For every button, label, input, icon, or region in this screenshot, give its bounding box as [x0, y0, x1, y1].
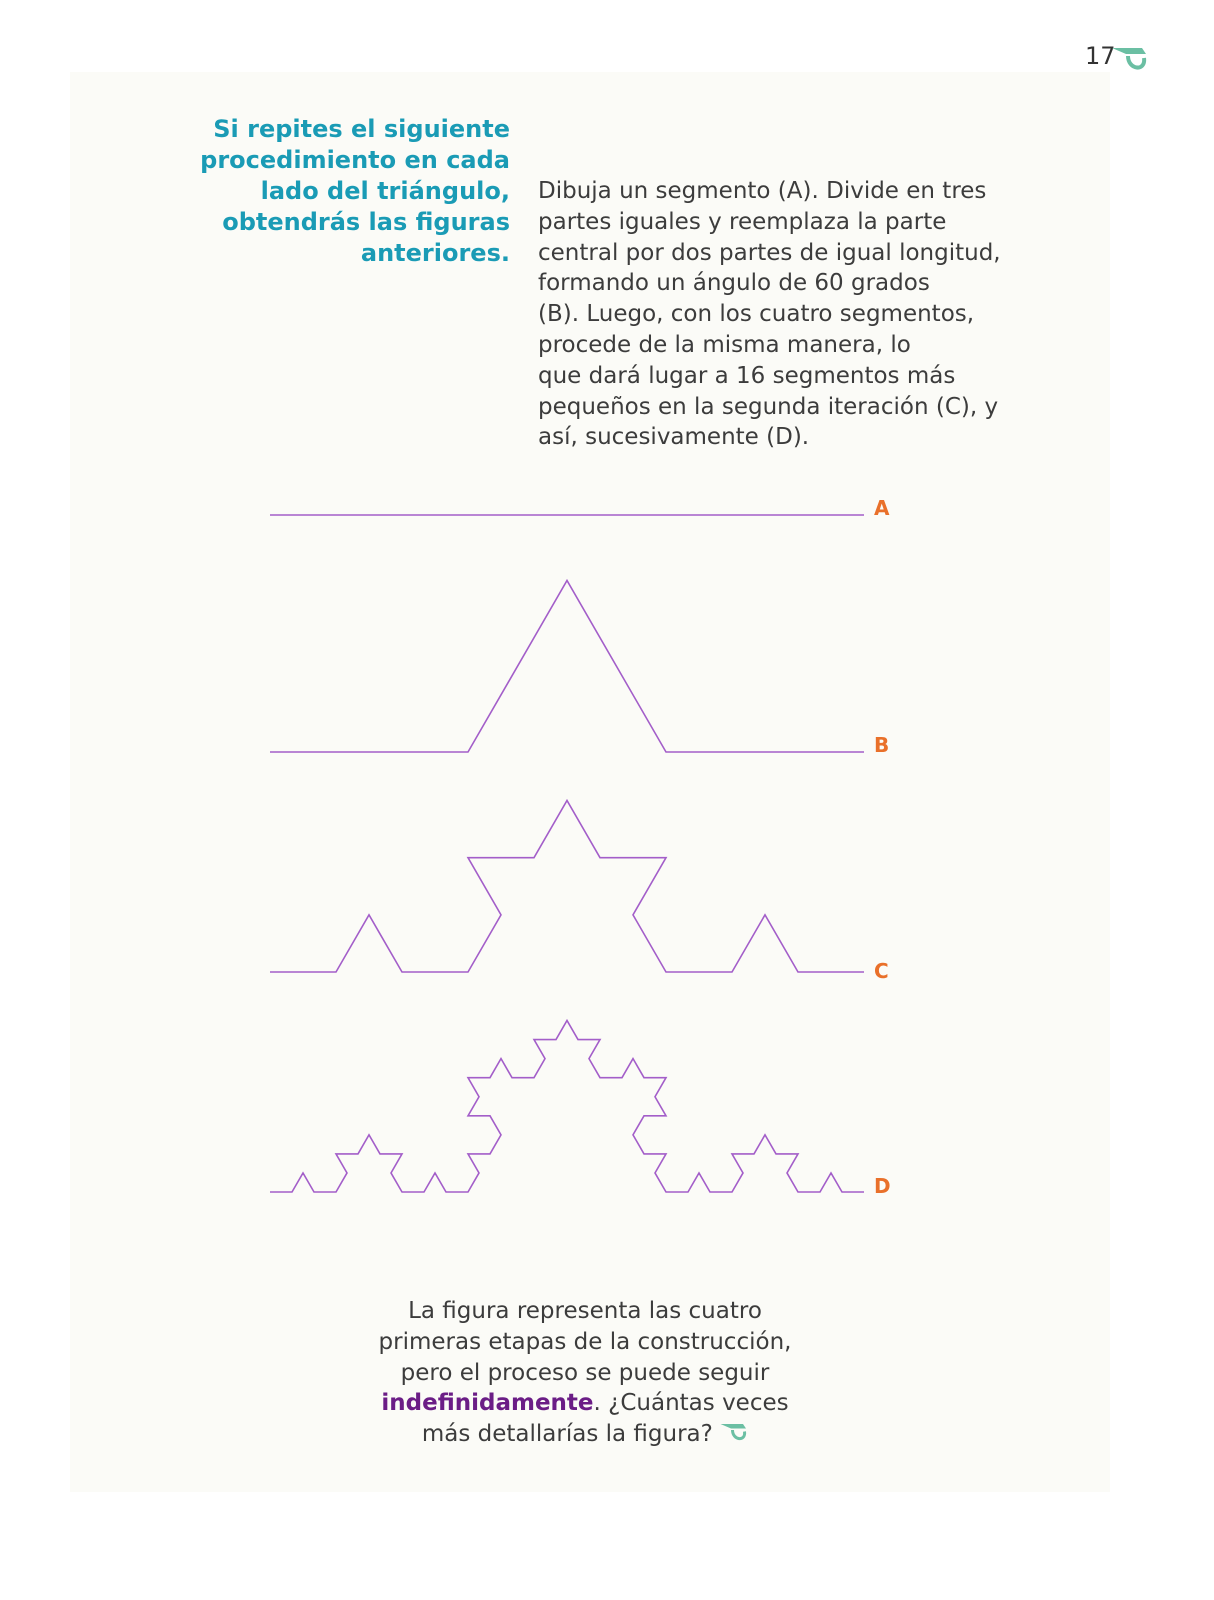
book-corner-icon: [720, 1421, 748, 1445]
instructions-line: que dará lugar a 16 segmentos más: [538, 362, 956, 389]
page-number: 17: [1085, 42, 1116, 70]
instructions-line: así, sucesivamente (D).: [538, 424, 810, 451]
instructions-line: partes iguales y reemplaza la parte: [538, 208, 947, 235]
closing-line: pero el proceso se puede seguir: [400, 1359, 770, 1386]
stage-label-c: C: [874, 959, 889, 983]
emphasis-word: indefinidamente: [381, 1390, 594, 1417]
koch-curve-stage-d: [270, 1021, 864, 1192]
closing-line: [335, 1419, 835, 1450]
koch-curve-stage-b: [270, 581, 864, 752]
instructions-line: formando un ángulo de 60 grados: [538, 270, 930, 297]
side-note-line: procedimiento en cada: [200, 146, 510, 174]
instructions-line: pequeños en la segunda iteración (C), y: [538, 393, 999, 420]
stage-label-b: B: [874, 733, 890, 757]
closing-line: [335, 1388, 835, 1419]
side-note-line: obtendrás las figuras: [222, 208, 510, 236]
stage-label-d: D: [874, 1174, 891, 1198]
closing-line-text: más detallarías la figura?: [421, 1421, 713, 1448]
stage-label-a: A: [874, 496, 890, 520]
closing-line: La figura representa las cuatro: [408, 1298, 762, 1324]
koch-curve-stage-c: [270, 801, 864, 972]
instructions-line: Dibuja un segmento (A). Divide en tres: [538, 178, 987, 204]
closing-line-rest: . ¿Cuántas veces: [593, 1390, 789, 1417]
instructions-line: procede de la misma manera, lo: [538, 331, 911, 358]
instructions-line: (B). Luego, con los cuatro segmentos,: [538, 301, 975, 328]
closing-line: primeras etapas de la construcción,: [378, 1328, 792, 1355]
side-note-line: lado del triángulo,: [260, 177, 510, 205]
side-note-line: anteriores.: [360, 239, 510, 267]
closing-paragraph: [335, 1296, 835, 1450]
instructions-line: central por dos partes de igual longitud,: [538, 239, 1001, 266]
side-note-line: Si repites el siguiente: [213, 115, 510, 143]
